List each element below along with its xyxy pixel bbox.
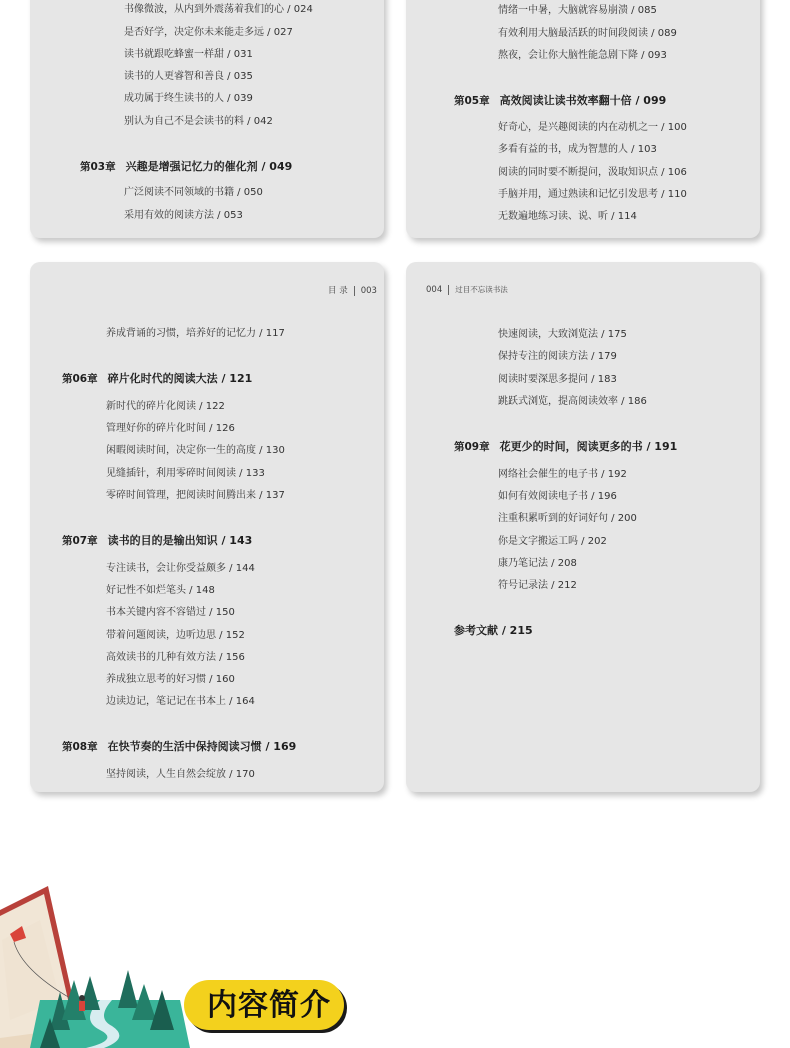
- toc-entry: 无数遍地练习读、说、听 / 114: [498, 211, 637, 222]
- toc-entry: 广泛阅读不同领域的书籍 / 050: [124, 187, 263, 198]
- toc-entry: 专注读书，会让你受益颇多 / 144: [106, 563, 255, 574]
- toc-page-top-right: [406, 0, 760, 238]
- toc-entry: 书本关键内容不容错过 / 150: [106, 607, 235, 618]
- references-heading: 参考文献 / 215: [454, 624, 533, 637]
- toc-entry: 保持专注的阅读方法 / 179: [498, 351, 617, 362]
- toc-entry: 情绪一中暑，大脑就容易崩溃 / 085: [498, 5, 657, 16]
- toc-entry: 养成独立思考的好习惯 / 160: [106, 674, 235, 685]
- chapter-number: 第05章: [454, 95, 490, 107]
- toc-entry: 读书的人更睿智和善良 / 035: [124, 71, 253, 82]
- toc-entry: 高效读书的几种有效方法 / 156: [106, 652, 245, 663]
- toc-entry: 阅读的同时要不断提问，汲取知识点 / 106: [498, 167, 687, 178]
- chapter-title: 碎片化时代的阅读大法 / 121: [107, 372, 253, 385]
- toc-page-004: [406, 262, 760, 792]
- chapter-heading: [454, 94, 666, 108]
- toc-entry: 边读边记，笔记记在书本上 / 164: [106, 696, 255, 707]
- toc-entry: 快速阅读，大致浏览法 / 175: [498, 329, 627, 340]
- toc-entry: 阅读时要深思多提问 / 183: [498, 374, 617, 385]
- chapter-title: 读书的目的是输出知识 / 143: [107, 534, 253, 547]
- toc-entry: 注重积累听到的好词好句 / 200: [498, 513, 637, 524]
- chapter-heading: [454, 440, 677, 454]
- tree-icon: [118, 970, 138, 1008]
- section-title: 内容简介: [207, 988, 331, 1023]
- toc-entry: 多看有益的书，成为智慧的人 / 103: [498, 144, 657, 155]
- toc-entry: 带着问题阅读，边听边思 / 152: [106, 630, 245, 641]
- toc-entry: 如何有效阅读电子书 / 196: [498, 491, 617, 502]
- person-body: [79, 1001, 85, 1011]
- chapter-number: 第09章: [454, 441, 490, 453]
- page-number: 003: [360, 286, 377, 296]
- toc-entry: 书像微波，从内到外震荡着我们的心 / 024: [124, 4, 313, 15]
- chapter-heading: [80, 160, 292, 174]
- page-number: 004: [426, 285, 443, 295]
- chapter-title: 花更少的时间，阅读更多的书 / 191: [499, 440, 678, 453]
- running-header: [328, 284, 377, 296]
- toc-page-top-left: [30, 0, 384, 238]
- toc-entry: 采用有效的阅读方法 / 053: [124, 210, 243, 221]
- chapter-title: 兴趣是增强记忆力的催化剂 / 049: [125, 160, 293, 173]
- toc-entry: 好奇心，是兴趣阅读的内在动机之一 / 100: [498, 122, 687, 133]
- chapter-heading: [62, 534, 252, 548]
- toc-entry: 读书就跟吃蜂蜜一样甜 / 031: [124, 49, 253, 60]
- chapter-number: 第03章: [80, 161, 116, 173]
- toc-entry: 有效利用大脑最活跃的时间段阅读 / 089: [498, 28, 677, 39]
- header-divider: [354, 286, 355, 296]
- toc-entry: 闲暇阅读时间，决定你一生的高度 / 130: [106, 445, 285, 456]
- toc-page-003: [30, 262, 384, 792]
- chapter-heading: [62, 740, 296, 754]
- header-divider: [448, 285, 449, 295]
- toc-entry: 成功属于终生读书的人 / 039: [124, 93, 253, 104]
- book-forest-illustration: [0, 880, 200, 1048]
- chapter-title: 高效阅读让读书效率翻十倍 / 099: [499, 94, 667, 107]
- chapter-number: 第06章: [62, 373, 98, 385]
- chapter-number: 第08章: [62, 741, 98, 753]
- toc-entry: 零碎时间管理，把阅读时间腾出来 / 137: [106, 490, 285, 501]
- chapter-number: 第07章: [62, 535, 98, 547]
- chapter-heading: [62, 372, 252, 386]
- running-header: [426, 284, 508, 295]
- toc-entry: 管理好你的碎片化时间 / 126: [106, 423, 235, 434]
- book-title: 过目不忘读书法: [455, 285, 508, 294]
- toc-entry: 手脑并用，通过熟读和记忆引发思考 / 110: [498, 189, 687, 200]
- toc-entry: 你是文字搬运工吗 / 202: [498, 536, 607, 547]
- person-head: [79, 995, 85, 1001]
- toc-entry: 熬夜，会让你大脑性能急剧下降 / 093: [498, 50, 667, 61]
- toc-entry: 别认为自己不是会读书的料 / 042: [124, 116, 273, 127]
- toc-entry: 网络社会催生的电子书 / 192: [498, 469, 627, 480]
- chapter-title: 在快节奏的生活中保持阅读习惯 / 169: [107, 740, 297, 753]
- toc-entry: 跳跃式浏览，提高阅读效率 / 186: [498, 396, 647, 407]
- toc-entry: 康乃笔记法 / 208: [498, 558, 577, 569]
- toc-entry: 养成背诵的习惯，培养好的记忆力 / 117: [106, 328, 285, 339]
- toc-entry: 新时代的碎片化阅读 / 122: [106, 401, 225, 412]
- toc-entry: 见缝插针，利用零碎时间阅读 / 133: [106, 468, 265, 479]
- toc-entry: 好记性不如烂笔头 / 148: [106, 585, 215, 596]
- toc-entry: 符号记录法 / 212: [498, 580, 577, 591]
- header-label: 目 录: [328, 286, 348, 296]
- toc-entry: 是否好学，决定你未来能走多远 / 027: [124, 27, 293, 38]
- toc-entry: 坚持阅读，人生自然会绽放 / 170: [106, 769, 255, 780]
